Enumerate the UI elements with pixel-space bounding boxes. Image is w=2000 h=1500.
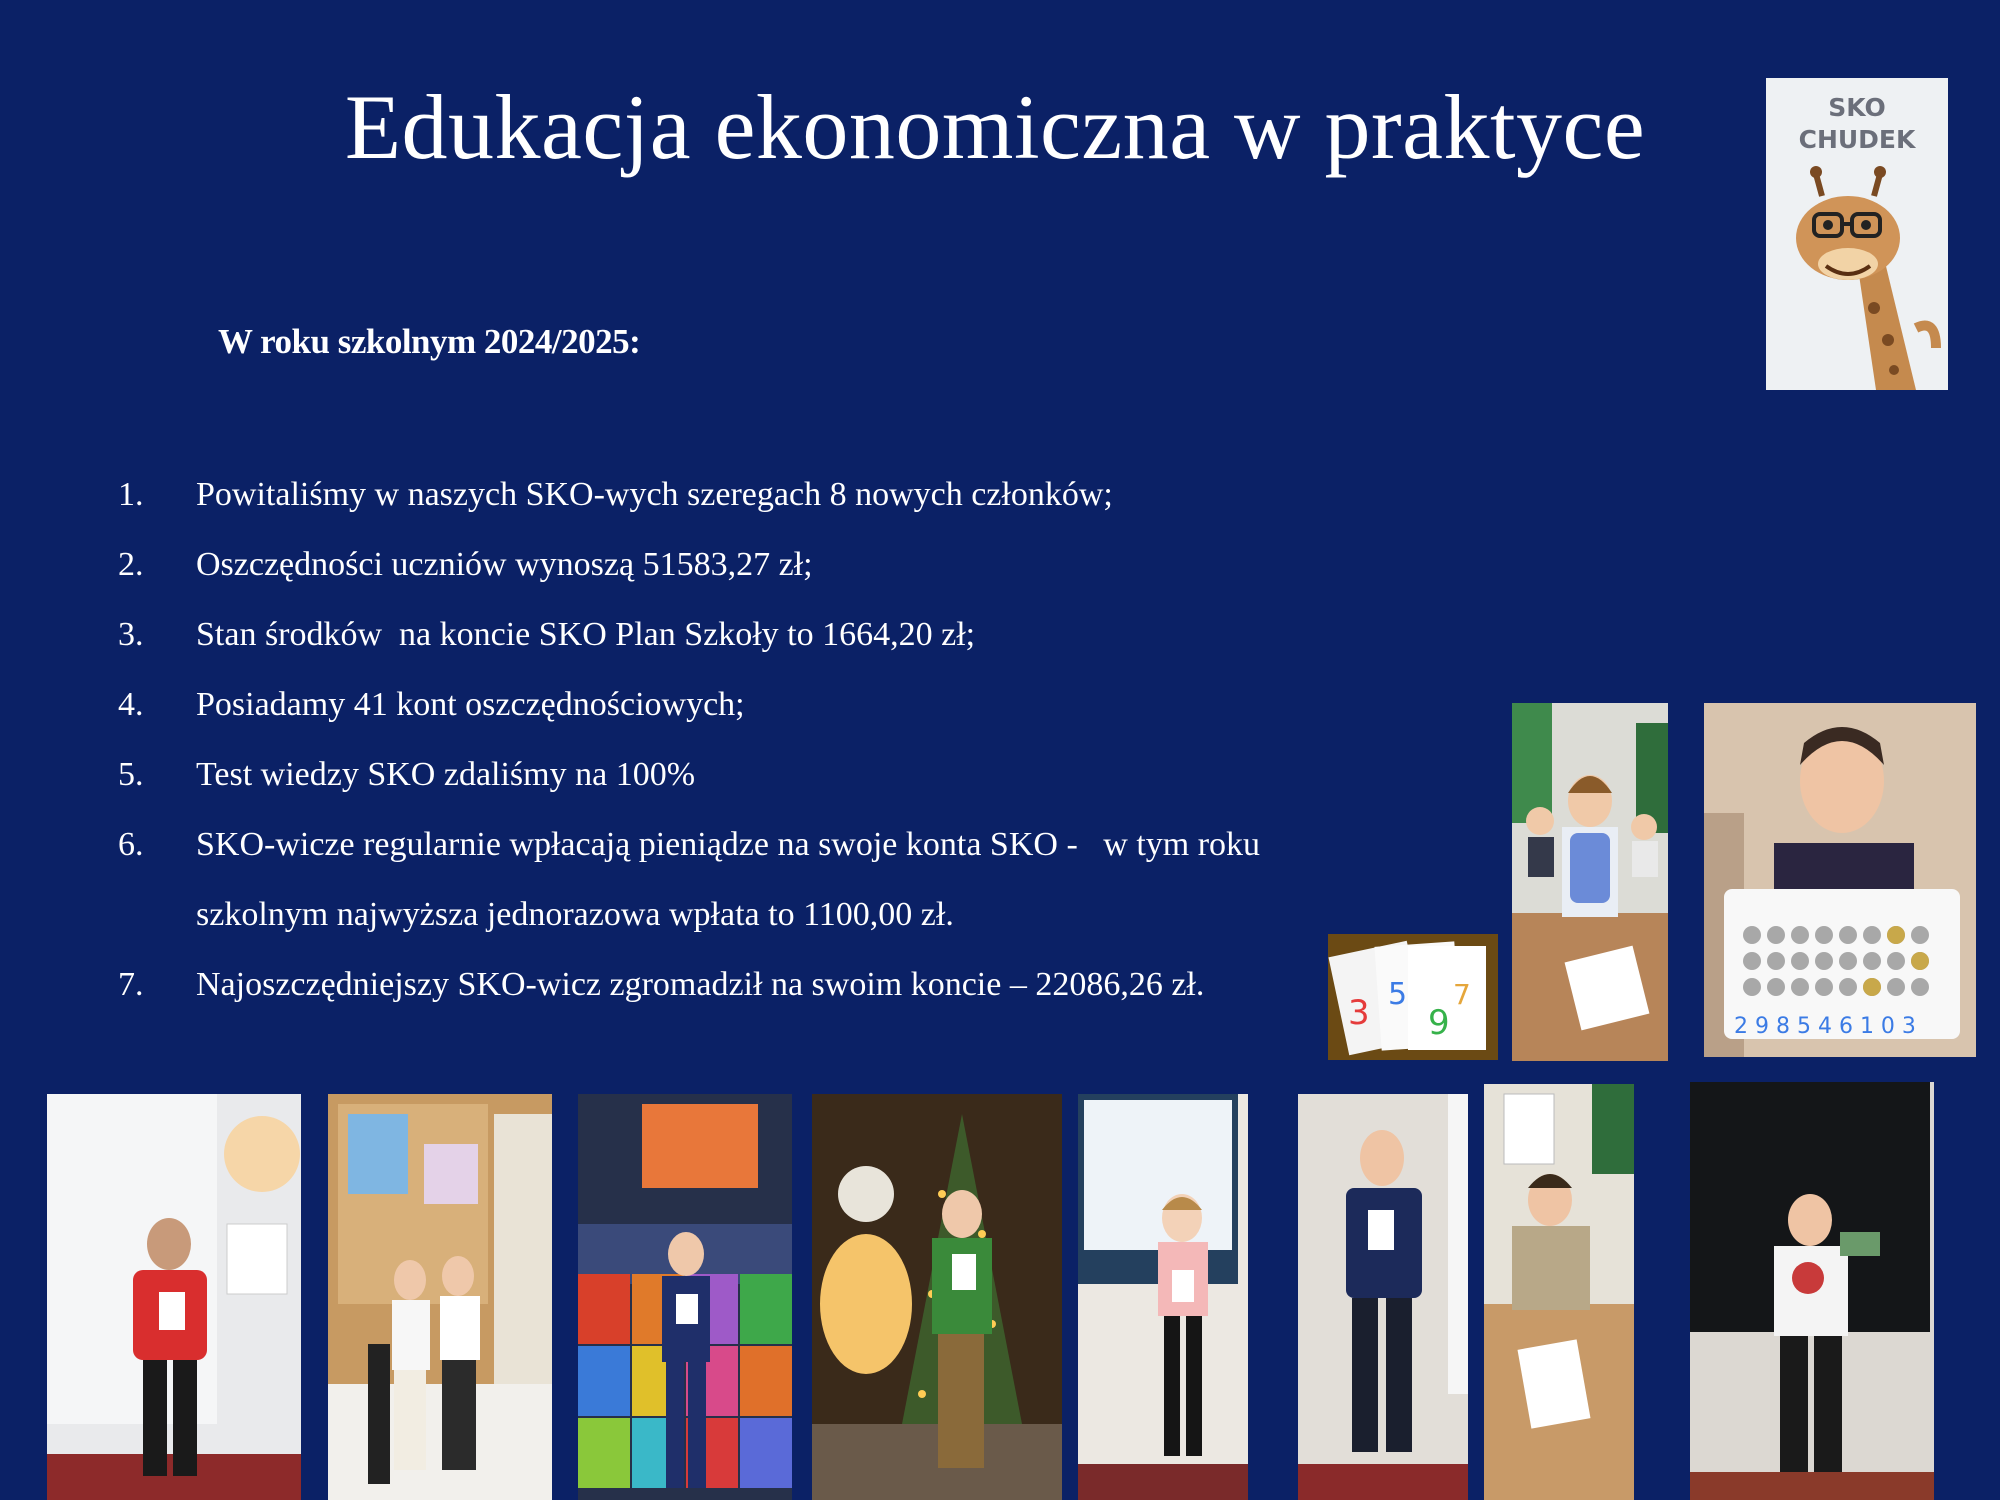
list-text: Najoszczędniejszy SKO-wicz zgromadził na swoim koncie – 22086,26 zł.: [196, 966, 1205, 1003]
student-photo-4: [812, 1094, 1062, 1500]
list-text: SKO-wicze regularnie wpłacają pieniądze na swoje konta SKO - w tym roku szkolnym najwyższa jednorazowa wpłata to 1100,00 zł.: [196, 826, 1269, 933]
list-item: [118, 600, 1358, 670]
list-item: [118, 950, 1358, 1020]
student-photo-2: [328, 1094, 552, 1500]
list-number: 6.: [118, 826, 144, 863]
student-photo-3: [578, 1094, 792, 1500]
student-photo-1: [47, 1094, 301, 1500]
list-item: [118, 740, 1358, 810]
list-number: 5.: [118, 756, 144, 793]
list-item: [118, 810, 1358, 950]
student-photo-8: [1690, 1082, 1934, 1500]
svg-text:3: 3: [1348, 993, 1370, 1033]
giraffe-icon: [1766, 78, 1948, 390]
sko-booklets-photo: [1328, 934, 1498, 1060]
student-photo-7: [1484, 1084, 1634, 1500]
sko-chudek-logo: [1766, 78, 1948, 390]
list-text: Stan środków na koncie SKO Plan Szkoły to 1664,20 zł;: [196, 616, 976, 653]
logo-text-line1: SKO: [1828, 93, 1886, 122]
list-text: Oszczędności uczniów wynoszą 51583,27 zł;: [196, 546, 813, 583]
list-item: [118, 670, 1358, 740]
list-text: Test wiedzy SKO zdaliśmy na 100%: [196, 756, 696, 793]
list-text: Posiadamy 41 kont oszczędnościowych;: [196, 686, 745, 723]
student-photo-6: [1298, 1094, 1468, 1500]
student-classroom-photo: [1512, 703, 1668, 1061]
student-coin-board-photo: [1704, 703, 1976, 1057]
list-number: 3.: [118, 616, 144, 653]
list-text: Powitaliśmy w naszych SKO-wych szeregach 8 nowych członków;: [196, 476, 1113, 513]
list-number: 7.: [118, 966, 144, 1003]
list-item: [118, 460, 1358, 530]
list-number: 2.: [118, 546, 144, 583]
svg-text:9: 9: [1428, 1003, 1450, 1043]
slide-title: Edukacja ekonomiczna w praktyce: [344, 76, 1646, 178]
svg-text:2 9 8 5 4 6 1 0 3: 2 9 8 5 4 6 1 0 3: [1734, 1014, 1916, 1039]
achievements-list: [118, 460, 1358, 1020]
list-number: 4.: [118, 686, 144, 723]
svg-text:5: 5: [1388, 977, 1408, 1012]
svg-text:7: 7: [1453, 978, 1471, 1011]
student-photo-5: [1078, 1094, 1248, 1500]
slide-subtitle: W roku szkolnym 2024/2025:: [218, 322, 641, 361]
list-number: 1.: [118, 476, 144, 513]
list-item: [118, 530, 1358, 600]
logo-text-line2: CHUDEK: [1798, 125, 1916, 154]
